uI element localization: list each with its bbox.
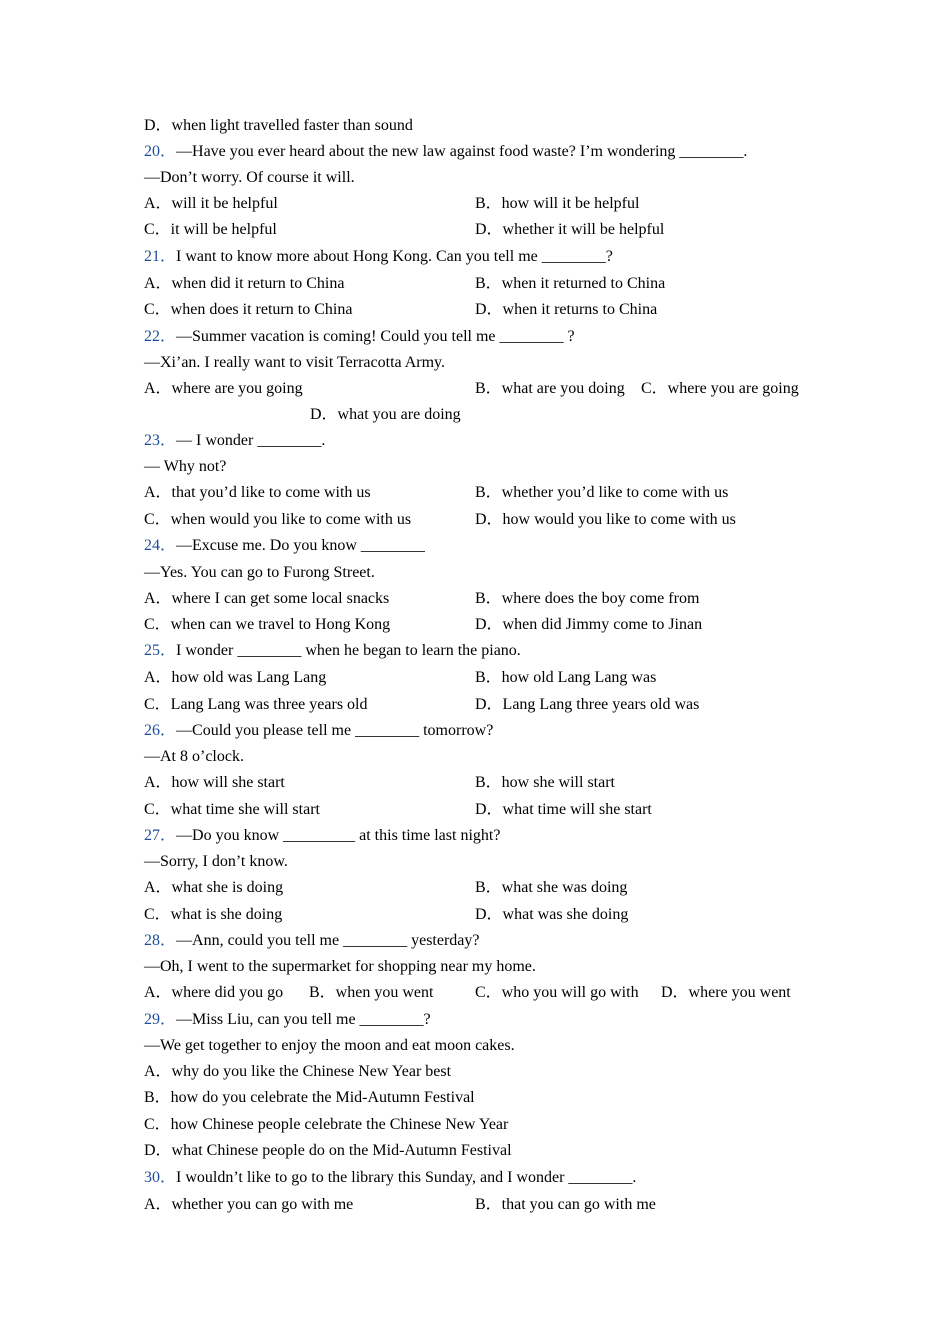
q25-option-c: C．Lang Lang was three years old (144, 696, 368, 713)
question-26 (144, 721, 493, 741)
question-text: —Ann, could you tell me ________ yesterday? (176, 932, 480, 949)
question-number: 21． (144, 248, 177, 265)
q30-option-b: B．that you can go with me (475, 1196, 656, 1213)
q26-option-b: B．how she will start (475, 774, 615, 791)
q22-option-c: C．where you are going (641, 380, 799, 397)
question-number: 25． (144, 642, 177, 659)
question-number: 20． (144, 143, 177, 160)
question-20-reply: —Don’t worry. Of course it will. (144, 169, 355, 186)
q28-option-b: B．when you went (309, 984, 434, 1001)
question-28-reply: —Oh, I went to the supermarket for shopping near my home. (144, 958, 536, 975)
question-text: —Could you please tell me ________ tomorrow? (176, 722, 494, 739)
question-number: 30． (144, 1169, 177, 1186)
question-24 (144, 536, 425, 556)
question-number: 23． (144, 432, 177, 449)
question-29 (144, 1010, 431, 1030)
question-23 (144, 431, 325, 451)
question-number: 24． (144, 537, 177, 554)
question-text: —Do you know _________ at this time last night? (176, 827, 501, 844)
question-23-reply: — Why not? (144, 458, 227, 475)
q20-option-a: A．will it be helpful (144, 195, 278, 212)
q20-option-b: B．how will it be helpful (475, 195, 640, 212)
q20-option-c: C．it will be helpful (144, 221, 277, 238)
question-29-reply: —We get together to enjoy the moon and eat moon cakes. (144, 1037, 515, 1054)
q24-option-a: A．where I can get some local snacks (144, 590, 390, 607)
option-d-prev: D．when light travelled faster than sound (144, 117, 413, 134)
question-text: —Summer vacation is coming! Could you tell me ________ ? (176, 328, 575, 345)
question-28 (144, 931, 480, 951)
q25-option-b: B．how old Lang Lang was (475, 669, 657, 686)
q24-option-c: C．when can we travel to Hong Kong (144, 616, 391, 633)
question-22 (144, 327, 575, 347)
question-text: —Miss Liu, can you tell me ________? (176, 1011, 431, 1028)
question-text: I wonder ________ when he began to learn the piano. (176, 642, 521, 659)
question-22-reply: —Xi’an. I really want to visit Terracotta Army. (144, 354, 446, 371)
question-number: 28． (144, 932, 177, 949)
q24-option-b: B．where does the boy come from (475, 590, 700, 607)
q22-option-d: D．what you are doing (310, 406, 461, 423)
question-30 (144, 1168, 636, 1188)
q26-option-c: C．what time she will start (144, 801, 320, 818)
question-27 (144, 826, 500, 846)
q27-option-b: B．what she was doing (475, 879, 628, 896)
q25-option-d: D．Lang Lang three years old was (475, 696, 700, 713)
q21-option-a: A．when did it return to China (144, 275, 345, 292)
question-number: 22． (144, 328, 177, 345)
q21-option-c: C．when does it return to China (144, 301, 353, 318)
q29-option-b: B．how do you celebrate the Mid-Autumn Festival (144, 1089, 475, 1106)
q27-option-c: C．what is she doing (144, 906, 283, 923)
question-20 (144, 142, 747, 162)
question-24-reply: —Yes. You can go to Furong Street. (144, 564, 375, 581)
question-26-reply: —At 8 o’clock. (144, 748, 244, 765)
q29-option-a: A．why do you like the Chinese New Year best (144, 1063, 452, 1080)
q22-option-b: B．what are you doing (475, 380, 625, 397)
q28-option-a: A．where did you go (144, 984, 284, 1001)
q23-option-c: C．when would you like to come with us (144, 511, 412, 528)
q23-option-b: B．whether you’d like to come with us (475, 484, 729, 501)
question-27-reply: —Sorry, I don’t know. (144, 853, 288, 870)
question-text: I wouldn’t like to go to the library this Sunday, and I wonder ________. (176, 1169, 637, 1186)
question-text: —Excuse me. Do you know ________ (176, 537, 425, 554)
q30-option-a: A．whether you can go with me (144, 1196, 354, 1213)
question-number: 26． (144, 722, 177, 739)
q21-option-b: B．when it returned to China (475, 275, 666, 292)
q29-option-c: C．how Chinese people celebrate the Chinese New Year (144, 1116, 509, 1133)
question-number: 27． (144, 827, 177, 844)
question-text: —Have you ever heard about the new law against food waste? I’m wondering ________. (176, 143, 748, 160)
q21-option-d: D．when it returns to China (475, 301, 658, 318)
question-text: I want to know more about Hong Kong. Can you tell me ________? (176, 248, 613, 265)
question-25 (144, 641, 521, 661)
question-21 (144, 247, 613, 267)
q27-option-a: A．what she is doing (144, 879, 284, 896)
q27-option-d: D．what was she doing (475, 906, 629, 923)
q26-option-d: D．what time will she start (475, 801, 652, 818)
q20-option-d: D．whether it will be helpful (475, 221, 665, 238)
q26-option-a: A．how will she start (144, 774, 285, 791)
q25-option-a: A．how old was Lang Lang (144, 669, 327, 686)
q22-option-a: A．where are you going (144, 380, 303, 397)
q23-option-a: A．that you’d like to come with us (144, 484, 371, 501)
q28-option-c: C．who you will go with (475, 984, 639, 1001)
q28-option-d: D．where you went (661, 984, 791, 1001)
q29-option-d: D．what Chinese people do on the Mid-Autumn Festival (144, 1142, 512, 1159)
q24-option-d: D．when did Jimmy come to Jinan (475, 616, 703, 633)
question-text: — I wonder ________. (176, 432, 326, 449)
q23-option-d: D．how would you like to come with us (475, 511, 736, 528)
question-number: 29． (144, 1011, 177, 1028)
